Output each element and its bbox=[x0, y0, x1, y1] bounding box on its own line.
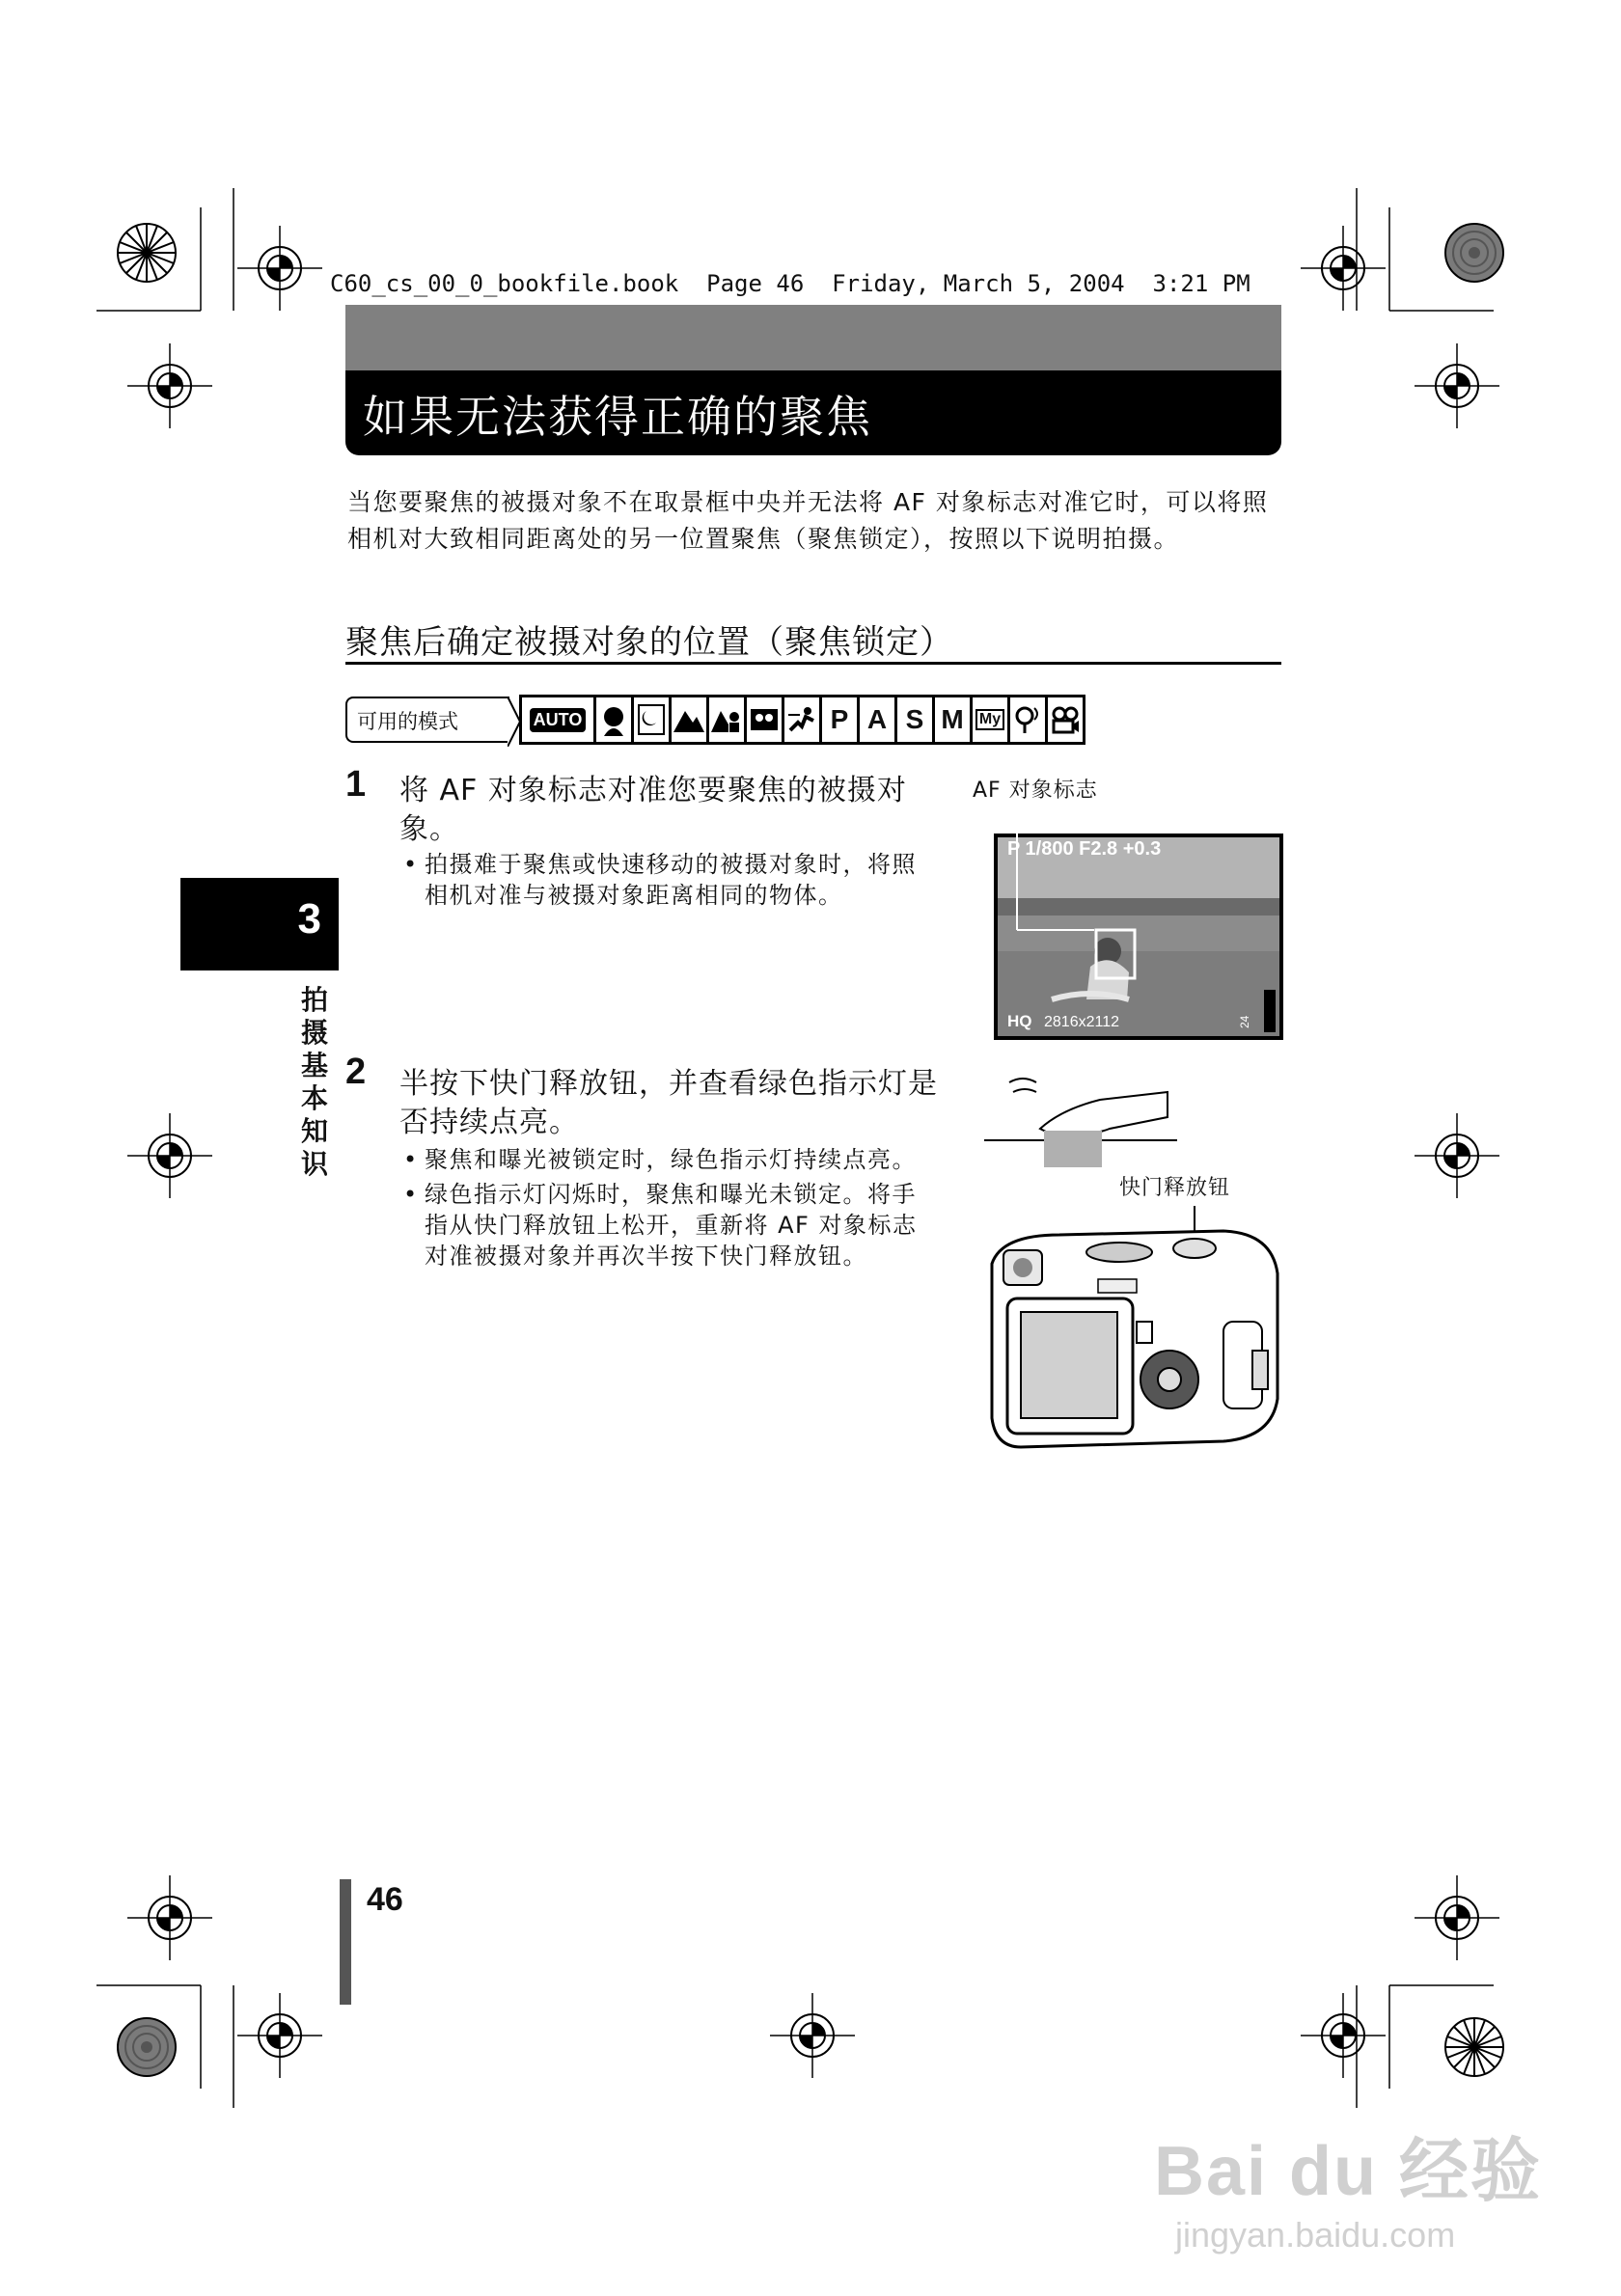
intro-paragraph: 当您要聚焦的被摄对象不在取景框中央并无法将 AF 对象标志对准它时，可以将照相机对大致相同距离处的另一位置聚焦（聚焦锁定），按照以下说明拍摄。 bbox=[347, 488, 1269, 553]
my-mode-icon: My bbox=[973, 697, 1007, 742]
lcd-preview-figure bbox=[994, 806, 1283, 1040]
night-portrait-mode-icon bbox=[634, 697, 669, 742]
portrait-mode-icon bbox=[596, 697, 631, 742]
available-modes-label: 可用的模式 bbox=[345, 697, 509, 743]
lcd-resolution: 2816x2112 bbox=[1044, 1014, 1119, 1030]
page-number: 46 bbox=[367, 1881, 403, 1918]
movie-mode-icon bbox=[1048, 697, 1083, 742]
title-bar bbox=[345, 370, 1281, 455]
shutter-mode-icon: S bbox=[897, 697, 932, 742]
bullet-item: • 拍摄难于聚焦或快速移动的被摄对象时，将照相机对准与被摄对象距离相同的物体。 bbox=[403, 849, 929, 911]
watermark-url: jingyan.baidu.com bbox=[1175, 2215, 1456, 2255]
bullet-item: • 聚焦和曝光被锁定时，绿色指示灯持续点亮。 bbox=[403, 1144, 929, 1175]
step-bullets bbox=[403, 849, 929, 915]
sport-mode-icon bbox=[784, 697, 819, 742]
file-info-line: C60_cs_00_0_bookfile.book Page 46 Friday, March 5, 2004 3:21 PM bbox=[330, 270, 1250, 297]
section-heading: 聚焦后确定被摄对象的位置（聚焦锁定） bbox=[345, 623, 953, 662]
scene-mode-icon bbox=[747, 697, 782, 742]
self-portrait-mode-icon bbox=[1010, 697, 1045, 742]
page-title: 如果无法获得正确的聚焦 bbox=[363, 391, 872, 443]
section-rule bbox=[345, 662, 1281, 665]
auto-mode-icon: AUTO bbox=[522, 697, 593, 742]
lcd-top-readout: P 1/800 F2.8 +0.3 bbox=[1007, 838, 1162, 860]
landscape-mode-icon bbox=[672, 697, 706, 742]
program-mode-icon: P bbox=[822, 697, 857, 742]
lcd-quality: HQ bbox=[1007, 1012, 1032, 1030]
step-bullets bbox=[403, 1144, 929, 1275]
landscape-portrait-mode-icon bbox=[709, 697, 744, 742]
title-band bbox=[345, 305, 1281, 370]
manual-mode-icon: M bbox=[935, 697, 970, 742]
mode-icons-strip bbox=[519, 695, 1085, 745]
chapter-number: 3 bbox=[297, 895, 321, 943]
watermark-brand: Bai du 经验 bbox=[1154, 2133, 1543, 2210]
af-target-label: AF 对象标志 bbox=[973, 779, 1098, 803]
step-number: 2 bbox=[345, 1052, 367, 1092]
bullet-item: • 绿色指示灯闪烁时，聚焦和曝光未锁定。将手指从快门释放钮上松开，重新将 AF 对象标志对准被摄对象并再次半按下快门释放钮。 bbox=[403, 1179, 929, 1271]
chapter-tab bbox=[180, 878, 339, 970]
step-title: 将 AF 对象标志对准您要聚焦的被摄对象。 bbox=[399, 774, 907, 846]
chapter-title: 拍摄基本知识 bbox=[301, 984, 329, 1180]
half-press-figure bbox=[984, 1071, 1177, 1167]
aperture-mode-icon: A bbox=[860, 697, 894, 742]
page-number-bar bbox=[340, 1879, 351, 2005]
camera-back-figure bbox=[982, 1206, 1283, 1457]
lcd-frame-count: 24 bbox=[1238, 1015, 1251, 1028]
step-number: 1 bbox=[345, 764, 367, 805]
shutter-button-label: 快门释放钮 bbox=[1119, 1176, 1231, 1200]
step-title: 半按下快门释放钮，并查看绿色指示灯是否持续点亮。 bbox=[399, 1067, 938, 1139]
